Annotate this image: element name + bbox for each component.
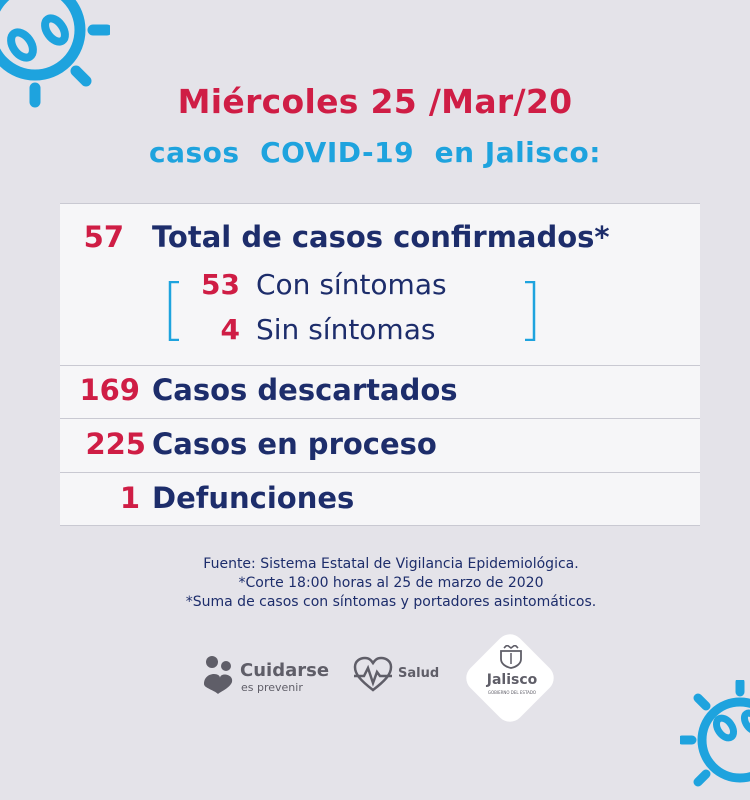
jalisco-logo-subtext: GOBIERNO DEL ESTADO — [487, 690, 537, 695]
heart-pulse-icon — [352, 656, 394, 694]
jalisco-logo-text: Jalisco — [486, 672, 538, 688]
cutoff-footnote: *Corte 18:00 horas al 25 de marzo de 2020 — [238, 575, 544, 591]
cuidarse-logo-text: Cuidarse — [240, 660, 330, 681]
divider — [60, 418, 700, 419]
discarded-value: 169 — [79, 373, 140, 407]
deaths-value: 1 — [119, 481, 140, 515]
sum-footnote: *Suma de casos con síntomas y portadores asintomáticos. — [185, 594, 597, 610]
divider — [60, 525, 700, 526]
without-symptoms-label: Sin síntomas — [256, 313, 436, 346]
with-symptoms-label: Con síntomas — [256, 268, 447, 301]
people-heart-icon — [200, 654, 236, 694]
with-symptoms-value: 53 — [201, 268, 240, 301]
date-heading: Miércoles 25 /Mar/20 — [177, 82, 573, 121]
divider — [60, 472, 700, 473]
total-cases-value: 57 — [83, 220, 124, 254]
divider — [60, 365, 700, 366]
discarded-label: Casos descartados — [152, 373, 458, 407]
subtitle: casos COVID-19 en Jalisco: — [149, 136, 601, 169]
in-process-value: 225 — [85, 427, 146, 461]
virus-icon-bottom-right — [680, 680, 750, 800]
left-bracket — [168, 281, 180, 341]
deaths-label: Defunciones — [152, 481, 355, 515]
right-bracket — [524, 281, 536, 341]
in-process-label: Casos en proceso — [152, 427, 437, 461]
coat-of-arms-icon — [498, 645, 524, 669]
divider — [60, 203, 700, 204]
total-cases-label: Total de casos confirmados* — [152, 220, 610, 254]
source-footnote: Fuente: Sistema Estatal de Vigilancia Epidemiológica. — [203, 556, 579, 572]
salud-logo-text: Salud — [398, 666, 440, 681]
without-symptoms-value: 4 — [220, 313, 240, 346]
cuidarse-logo-subtext: es prevenir — [241, 681, 303, 694]
